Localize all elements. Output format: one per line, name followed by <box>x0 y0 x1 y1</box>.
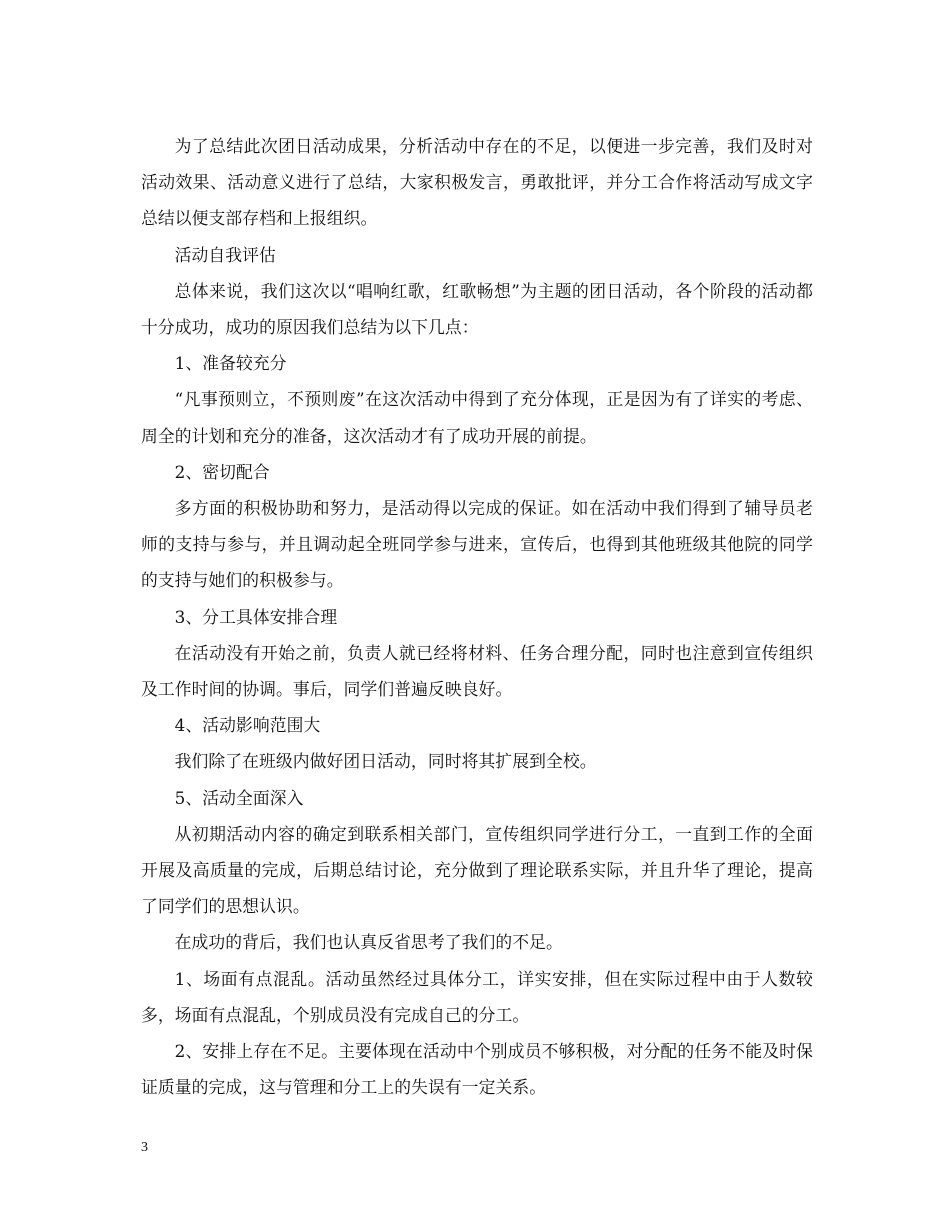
heading-point-3: 3、分工具体安排合理 <box>174 606 338 627</box>
paragraph-shortcomings-intro: 在成功的背后，我们也认真反省思考了我们的不足。 <box>174 932 563 953</box>
heading-point-4: 4、活动影响范围大 <box>174 715 321 736</box>
document-body <box>141 128 813 1105</box>
heading-point-2: 2、密切配合 <box>174 461 270 482</box>
paragraph-point-4: 我们除了在班级内做好团日活动，同时将其扩展到全校。 <box>174 751 597 772</box>
heading-self-assessment: 活动自我评估 <box>174 244 276 265</box>
paragraph-point-2: 多方面的积极协助和努力，是活动得以完成的保证。如在活动中我们得到了辅导员老师的支持与参与，并且调动起全班同学参与进来，宣传后，也得到其他班级其他院的同学的支持与她们的积极参与。 <box>141 498 813 591</box>
heading-point-1: 1、准备较充分 <box>174 353 287 374</box>
paragraph-point-3: 在活动没有开始之前，负责人就已经将材料、任务合理分配，同时也注意到宣传组织及工作时间的协调。事后，同学们普遍反映良好。 <box>141 642 813 700</box>
paragraph-shortcoming-2: 2、安排上存在不足。主要体现在活动中个别成员不够积极，对分配的任务不能及时保证质量的完成，这与管理和分工上的失误有一定关系。 <box>141 1041 813 1098</box>
paragraph-shortcoming-1: 1、场面有点混乱。活动虽然经过具体分工，详实安排，但在实际过程中由于人数较多，场面有点混乱，个别成员没有完成自己的分工。 <box>141 968 813 1025</box>
paragraph-point-1: “凡事预则立，不预则废”在这次活动中得到了充分体现，正是因为有了详实的考虑、周全的计划和充分的准备，这次活动才有了成功开展的前提。 <box>141 389 813 446</box>
paragraph-overall: 总体来说，我们这次以“唱响红歌，红歌畅想”为主题的团日活动，各个阶段的活动都十分成功，成功的原因我们总结为以下几点： <box>141 280 813 338</box>
paragraph-point-5: 从初期活动内容的确定到联系相关部门，宣传组织同学进行分工，一直到工作的全面开展及高质量的完成，后期总结讨论，充分做到了理论联系实际，并且升华了理论，提高了同学们的思想认识。 <box>141 823 813 917</box>
paragraph-intro: 为了总结此次团日活动成果，分析活动中存在的不足，以便进一步完善，我们及时对活动效果、活动意义进行了总结，大家积极发言，勇敢批评，并分工合作将活动写成文字总结以便支部存档和上报组织。 <box>141 136 813 229</box>
page-number: 3 <box>141 1140 148 1155</box>
heading-point-5: 5、活动全面深入 <box>174 787 304 808</box>
